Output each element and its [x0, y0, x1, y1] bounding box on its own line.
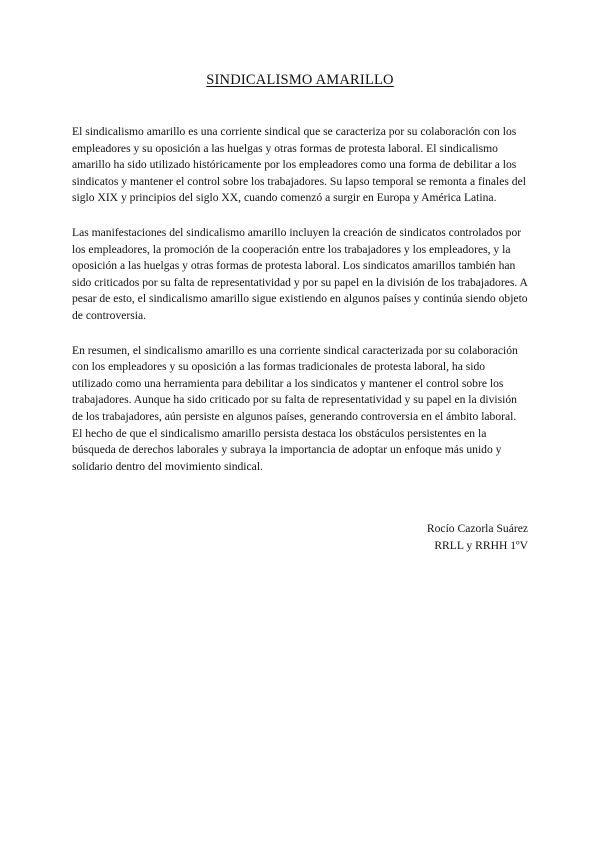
- signature-block: [427, 520, 528, 554]
- paragraph-2: Las manifestaciones del sindicalismo amarillo incluyen la creación de sindicatos controlados por los empleadores, la promoción de la cooperación entre los trabajadores y los empleadores, y la oposición a las huelgas y otras formas de protesta laboral. Los sindicatos amarillos también han sido criticados por su falta de representatividad y por su papel en la división de los trabajadores. A pesar de esto, el sindicalismo amarillo sigue existiendo en algunos países y continúa siendo objeto de controversia.: [72, 225, 528, 322]
- document-title: SINDICALISMO AMARILLO: [206, 72, 394, 88]
- document-body: [72, 124, 528, 493]
- paragraph-1: El sindicalismo amarillo es una corriente sindical que se caracteriza por su colaboración con los empleadores y su oposición a las huelgas y otras formas de protesta laboral. El sindicalismo amarillo ha sido utilizado históricamente por los empleadores como una forma de debilitar a los sindicatos y mantener el control sobre los trabajadores. Su lapso temporal se remonta a finales del siglo XIX y principios del siglo XX, cuando comenzó a surgir en Europa y América Latina.: [72, 125, 526, 205]
- author-course: RRLL y RRHH 1ºV: [434, 539, 528, 552]
- paragraph-3: En resumen, el sindicalismo amarillo es una corriente sindical caracterizada por su colaboración con los empleadores y su oposición a las formas tradicionales de protesta laboral, ha sido utilizado como una herramienta para debilitar a los sindicatos y mantener el control sobre los trabajadores. Aunque ha sido criticado por su falta de representatividad y su papel en la división de los trabajadores, aún persiste en algunos países, generando controversia en el ámbito laboral. El hecho de que el sindicalismo amarillo persista destaca los obstáculos persistentes en la búsqueda de derechos laborales y subraya la importancia de adoptar un enfoque más unido y solidario dentro del movimiento sindical.: [72, 343, 518, 473]
- author-name: Rocío Cazorla Suárez: [426, 522, 528, 535]
